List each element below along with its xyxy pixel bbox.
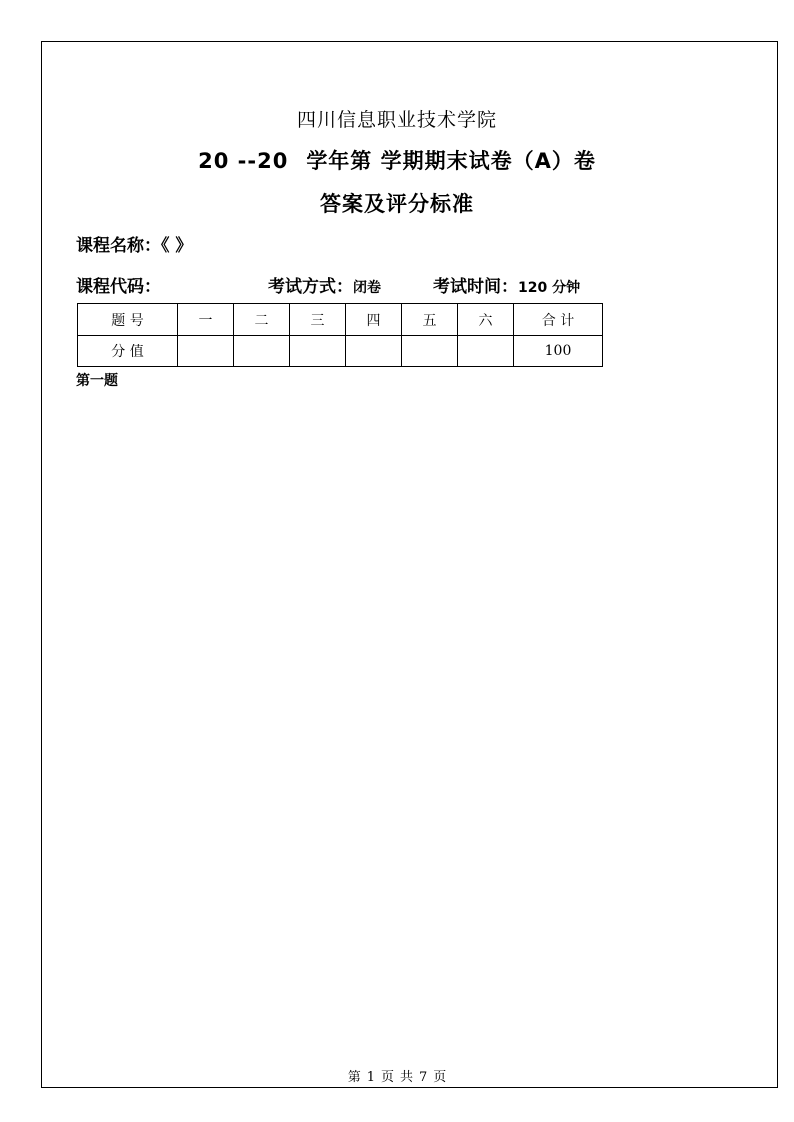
- first-question-heading: 第一题: [76, 373, 118, 389]
- table-cell: 100: [514, 336, 603, 367]
- table-cell: [402, 336, 458, 367]
- course-code-label: 课程代码：: [76, 277, 161, 297]
- table-cell: [234, 336, 290, 367]
- table-cell: [458, 336, 514, 367]
- page-word: 页: [380, 1070, 394, 1085]
- table-cell: 一: [178, 304, 234, 336]
- table-cell: [178, 336, 234, 367]
- total-pages-number: 7: [419, 1070, 428, 1085]
- table-cell: 分 值: [78, 336, 178, 367]
- total-prefix: 共: [400, 1070, 414, 1085]
- exam-title-term: 学年第 学期期末试卷（A）卷: [306, 149, 596, 173]
- score-table-value-row: [78, 336, 603, 367]
- page-prefix: 第: [347, 1070, 361, 1085]
- course-name-value: 《 》: [161, 236, 193, 256]
- table-cell: 题 号: [78, 304, 178, 336]
- table-cell: 六: [458, 304, 514, 336]
- exam-time-value: 120 分钟: [518, 280, 581, 296]
- table-cell: 五: [402, 304, 458, 336]
- exam-title: [0, 145, 794, 175]
- exam-method-value: 闭卷: [353, 280, 381, 296]
- exam-title-year: 20 --20: [198, 149, 289, 173]
- score-table: [77, 303, 603, 367]
- total-word: 页: [433, 1070, 447, 1085]
- table-cell: 合 计: [514, 304, 603, 336]
- institution-name: 四川信息职业技术学院: [296, 109, 497, 131]
- current-page-number: 1: [366, 1070, 375, 1085]
- table-cell: 三: [290, 304, 346, 336]
- table-cell: 二: [234, 304, 290, 336]
- page-footer: [0, 1066, 794, 1085]
- table-cell: [290, 336, 346, 367]
- exam-method-label: 考试方式：: [268, 277, 353, 297]
- exam-method-field: [268, 272, 381, 297]
- course-name-label: 课程名称：: [76, 236, 161, 256]
- score-table-header-row: [78, 304, 603, 336]
- course-name-field: [76, 231, 192, 256]
- answer-key-subtitle: 答案及评分标准: [320, 192, 474, 216]
- table-cell: [346, 336, 402, 367]
- table-cell: 四: [346, 304, 402, 336]
- exam-time-label: 考试时间：: [433, 277, 518, 297]
- course-code-field: [76, 272, 161, 297]
- exam-time-field: [433, 272, 580, 297]
